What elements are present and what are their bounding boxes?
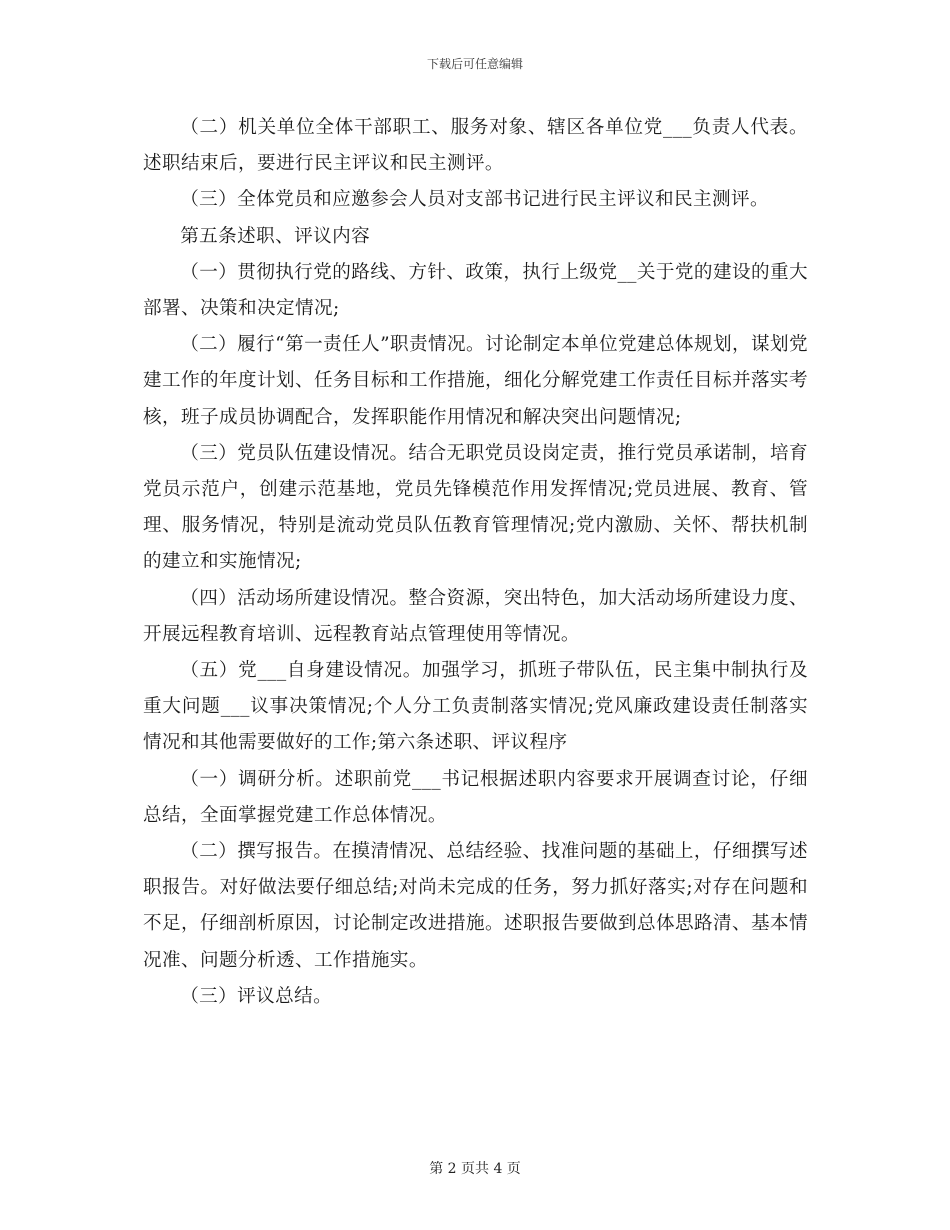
paragraph: （二）机关单位全体干部职工、服务对象、辖区各单位党___负责人代表。述职结束后，要进行民主评议和民主测评。 [143,117,808,175]
paragraph: （四）活动场所建设情况。整合资源，突出特色，加大活动场所建设力度、开展远程教育培训、远程教育站点管理使用等情况。 [143,587,808,645]
paragraph: （三）党员队伍建设情况。结合无职党员设岗定责，推行党员承诺制，培育党员示范户，创建示范基地，党员先锋模范作用发挥情况;党员进展、教育、管理、服务情况，特别是流动党员队伍教育管理情况;党内激励、关怀、帮扶机制的建立和实施情况; [143,442,808,573]
paragraph: （三）评议总结。 [180,985,333,1007]
page-number: 第 2 页共 4 页 [429,1161,521,1177]
page-header-note: 下载后可任意编辑 [426,57,523,71]
paragraph: （二）履行“第一责任人”职责情况。讨论制定本单位党建总体规划，谋划党建工作的年度计划、任务目标和工作措施，细化分解党建工作责任目标并落实考核，班子成员协调配合，发挥职能作用情况和解决突出问题情况; [143,334,808,428]
paragraph: （一）调研分析。述职前党___书记根据述职内容要求开展调查讨论，仔细总结，全面掌握党建工作总体情况。 [143,768,808,826]
paragraph: （五）党___自身建设情况。加强学习，抓班子带队伍，民主集中制执行及重大问题___议事决策情况;个人分工负责制落实情况;党风廉政建设责任制落实情况和其他需要做好的工作;第六条述职、评议程序 [143,660,808,754]
paragraph: （一）贯彻执行党的路线、方针、政策，执行上级党__关于党的建设的重大部署、决策和决定情况; [143,261,808,320]
document-body [143,110,808,1015]
paragraph: （三）全体党员和应邀参会人员对支部书记进行民主评议和民主测评。 [180,189,769,211]
section-heading: 第五条述职、评议内容 [180,225,371,247]
paragraph: （二）撰写报告。在摸清情况、总结经验、找准问题的基础上，仔细撰写述职报告。对好做法要仔细总结;对尚未完成的任务，努力抓好落实;对存在问题和不足，仔细剖析原因，讨论制定改进措施。述职报告要做到总体思路清、基本情况准、问题分析透、工作措施实。 [143,841,808,971]
